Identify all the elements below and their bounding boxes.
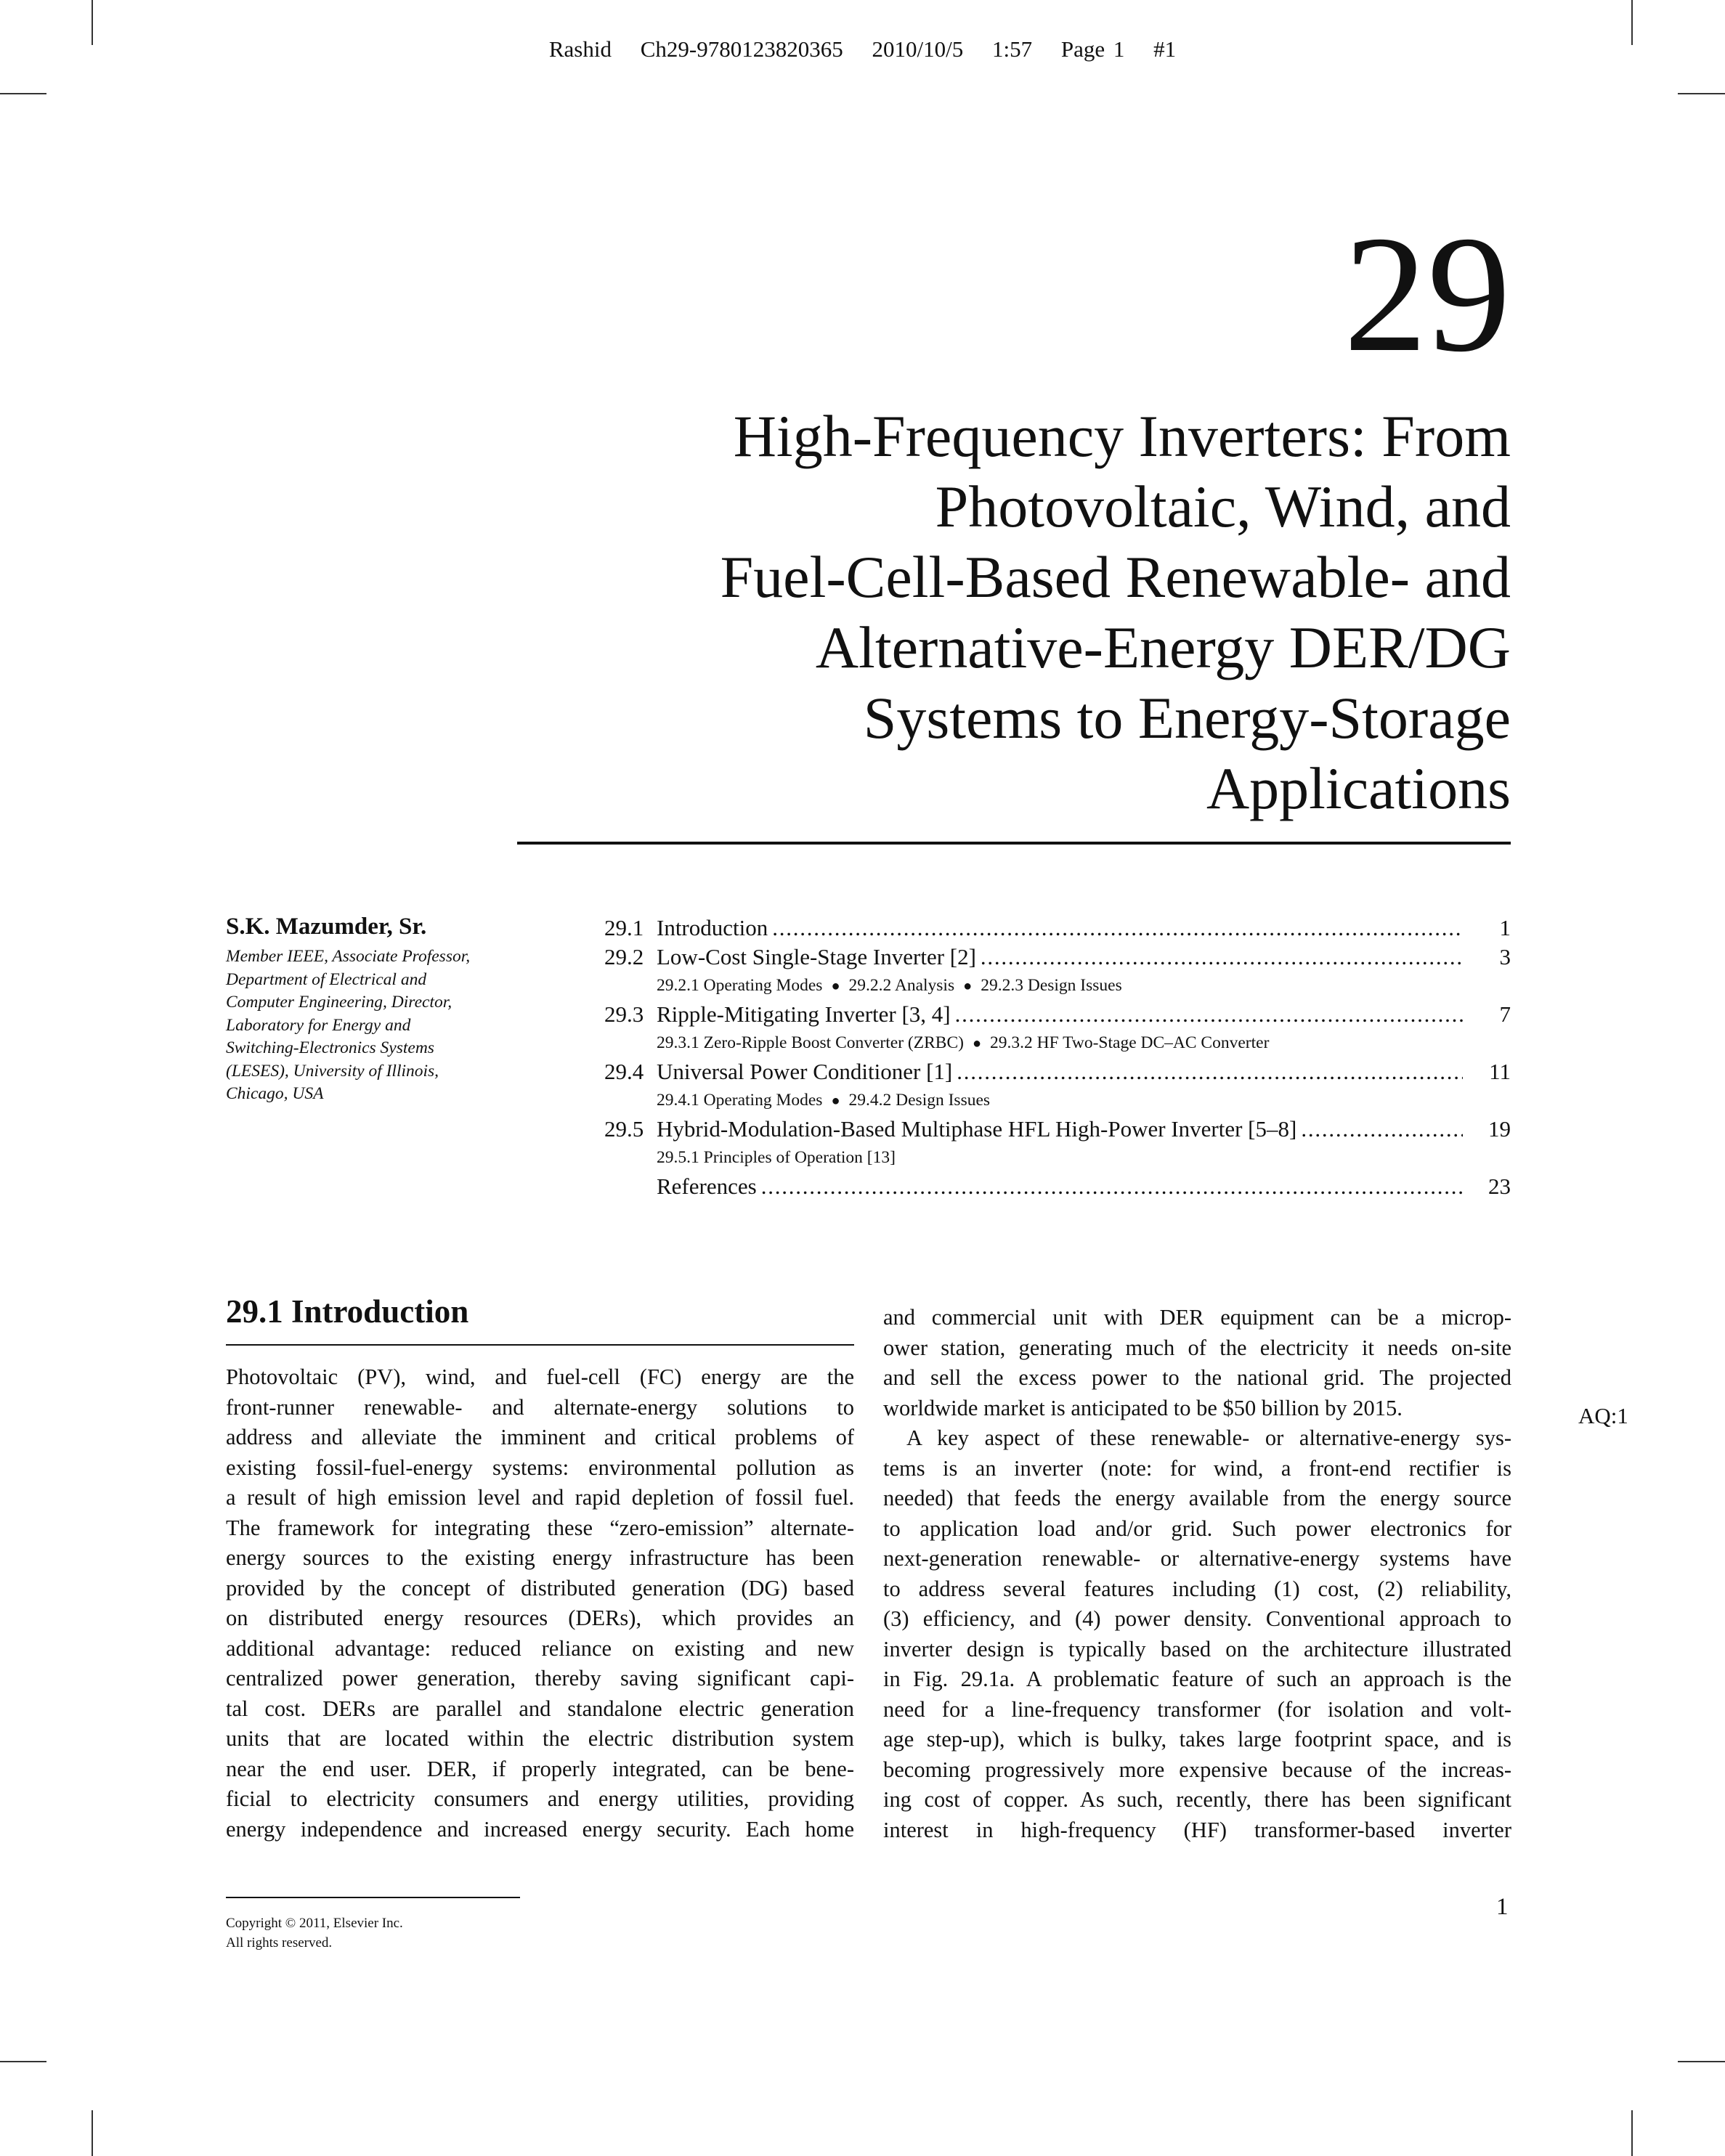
crop-mark xyxy=(92,2110,93,2156)
toc-entry-29-2[interactable] xyxy=(604,943,1511,972)
toc-number: 29.4 xyxy=(604,1059,644,1084)
bullet-icon: ● xyxy=(831,1093,840,1109)
toc-leader xyxy=(1301,1115,1463,1144)
toc-subentry[interactable]: 29.2.1 Operating Modes xyxy=(657,976,823,995)
toc-label: Ripple-Mitigating Inverter [3, 4] xyxy=(657,1001,951,1027)
crop-mark xyxy=(1631,2110,1633,2156)
affiliation-line: (LESES), University of Illinois, xyxy=(226,1061,439,1081)
body-line: to address several features including (1) cost, (2) reliability, xyxy=(883,1576,1511,1601)
toc-page: 3 xyxy=(1499,944,1511,969)
header-chapter-id: Ch29-9780123820365 xyxy=(640,36,843,62)
running-header xyxy=(0,36,1725,62)
body-line: and sell the excess power to the national grid. The projected xyxy=(883,1365,1511,1390)
toc-page: 1 xyxy=(1499,915,1511,940)
toc-subentry[interactable]: 29.5.1 Principles of Operation [13] xyxy=(657,1148,896,1167)
section-rule xyxy=(226,1344,854,1346)
toc-label: Hybrid-Modulation-Based Multiphase HFL High-Power Inverter [5–8] xyxy=(657,1116,1297,1142)
body-line: need for a line-frequency transformer (for isolation and volt- xyxy=(883,1696,1511,1722)
affiliation-line: Department of Electrical and xyxy=(226,969,427,989)
header-page: Page 1 xyxy=(1060,36,1125,62)
toc-number: 29.3 xyxy=(604,1001,644,1027)
toc-label: References xyxy=(657,1173,757,1199)
chapter-title-line: Alternative-Energy DER/DG xyxy=(815,614,1511,680)
body-line: next-generation renewable- or alternative-energy systems have xyxy=(883,1546,1511,1571)
toc-label: Universal Power Conditioner [1] xyxy=(657,1059,953,1084)
chapter-title-line: Applications xyxy=(1206,755,1511,821)
toc-leader xyxy=(981,943,1463,972)
author-query-marker[interactable]: AQ:1 xyxy=(1578,1403,1628,1428)
crop-mark xyxy=(0,2061,46,2062)
body-line: (3) efficiency, and (4) power density. Conventional approach to xyxy=(883,1606,1511,1631)
crop-mark xyxy=(1678,93,1725,94)
toc-entry-29-4[interactable] xyxy=(604,1057,1511,1086)
header-date: 2010/10/5 xyxy=(872,36,964,62)
crop-mark xyxy=(1678,2061,1725,2062)
copyright-notice xyxy=(226,1913,403,1953)
body-line: Photovoltaic (PV), wind, and fuel-cell (FC) energy are the xyxy=(226,1364,854,1389)
body-line: and commercial unit with DER equipment can be a microp- xyxy=(883,1305,1511,1330)
bullet-icon: ● xyxy=(831,978,840,994)
body-line: address and alleviate the imminent and critical problems of xyxy=(226,1425,854,1449)
chapter-title-line: Fuel-Cell-Based Renewable- and xyxy=(720,544,1511,610)
copyright-line: All rights reserved. xyxy=(226,1935,333,1950)
toc-page: 11 xyxy=(1489,1059,1511,1084)
body-line: worldwide market is anticipated to be $50 billion by 2015. xyxy=(883,1395,1403,1420)
body-line: units that are located within the electric distribution system xyxy=(226,1726,854,1751)
body-line: a result of high emission level and rapid depletion of fossil fuel. xyxy=(226,1485,854,1510)
body-line: ing cost of copper. As such, recently, there has been significant xyxy=(883,1787,1511,1812)
affiliation-line: Chicago, USA xyxy=(226,1084,324,1103)
header-time: 1:57 xyxy=(991,36,1033,62)
body-line: in Fig. 29.1a. A problematic feature of such an approach is the xyxy=(883,1667,1511,1691)
chapter-title-line: High-Frequency Inverters: From xyxy=(733,403,1511,469)
body-line: centralized power generation, thereby saving significant capi- xyxy=(226,1666,854,1691)
toc-number: 29.1 xyxy=(604,915,644,940)
body-line: energy sources to the existing energy infrastructure has been xyxy=(226,1545,854,1570)
chapter-title xyxy=(421,401,1511,823)
footnote-rule xyxy=(226,1897,520,1898)
toc-subentry[interactable]: 29.3.2 HF Two-Stage DC–AC Converter xyxy=(990,1033,1270,1052)
toc-entry-29-3[interactable] xyxy=(604,1000,1511,1029)
body-line: A key aspect of these renewable- or alternative-energy sys- xyxy=(906,1425,1511,1450)
author-affiliation xyxy=(226,945,531,1106)
toc-page: 19 xyxy=(1488,1116,1511,1142)
body-line: near the end user. DER, if properly integrated, can be bene- xyxy=(226,1756,854,1781)
header-seq: #1 xyxy=(1153,36,1177,62)
body-line: inverter design is typically based on the architecture illustrated xyxy=(883,1636,1511,1661)
body-line: ficial to electricity consumers and energy utilities, providing xyxy=(226,1786,854,1811)
toc-entry-29-5[interactable] xyxy=(604,1115,1511,1144)
bullet-icon: ● xyxy=(963,978,973,994)
affiliation-line: Switching-Electronics Systems xyxy=(226,1038,434,1057)
header-author: Rashid xyxy=(548,36,612,62)
chapter-toc xyxy=(604,914,1511,1201)
toc-subentry[interactable]: 29.2.3 Design Issues xyxy=(981,976,1122,995)
toc-leader xyxy=(772,914,1463,943)
toc-subentries xyxy=(604,972,1511,1000)
toc-leader xyxy=(957,1057,1463,1086)
chapter-title-line: Photovoltaic, Wind, and xyxy=(935,473,1511,540)
toc-page: 23 xyxy=(1488,1173,1511,1199)
title-rule xyxy=(517,842,1511,845)
chapter-title-line: Systems to Energy-Storage xyxy=(863,685,1511,751)
body-line: additional advantage: reduced reliance on existing and new xyxy=(226,1635,854,1661)
author-name: S.K. Mazumder, Sr. xyxy=(226,914,427,940)
body-line: becoming progressively more expensive because of the increas- xyxy=(883,1757,1511,1782)
toc-number: 29.5 xyxy=(604,1116,644,1142)
toc-subentry[interactable]: 29.4.2 Design Issues xyxy=(848,1091,991,1110)
body-line: ower station, generating much of the electricity it needs on-site xyxy=(883,1335,1511,1360)
toc-subentry[interactable]: 29.4.1 Operating Modes xyxy=(657,1091,823,1110)
toc-subentries xyxy=(604,1144,1511,1172)
toc-entry-29-1[interactable] xyxy=(604,914,1511,943)
toc-number: 29.2 xyxy=(604,944,644,969)
body-line: The framework for integrating these “zero-emission” alternate- xyxy=(226,1515,854,1540)
affiliation-line: Computer Engineering, Director, xyxy=(226,993,452,1012)
toc-leader xyxy=(761,1172,1463,1201)
chapter-number: 29 xyxy=(1344,201,1511,386)
body-line: front-runner renewable- and alternate-energy solutions to xyxy=(226,1394,854,1420)
body-line: on distributed energy resources (DERs), which provides an xyxy=(226,1606,854,1630)
body-line: to application load and/or grid. Such power electronics for xyxy=(883,1516,1511,1541)
crop-mark xyxy=(0,93,46,94)
body-line: energy independence and increased energy security. Each home xyxy=(226,1816,854,1842)
copyright-line: Copyright © 2011, Elsevier Inc. xyxy=(226,1916,403,1931)
toc-subentry[interactable]: 29.2.2 Analysis xyxy=(848,976,955,995)
toc-subentries xyxy=(604,1086,1511,1115)
toc-page: 7 xyxy=(1499,1001,1511,1027)
toc-label: Low-Cost Single-Stage Inverter [2] xyxy=(657,944,976,969)
body-line: provided by the concept of distributed generation (DG) based xyxy=(226,1575,854,1600)
toc-entry-references[interactable] xyxy=(604,1172,1511,1201)
body-line: existing fossil-fuel-energy systems: environmental pollution as xyxy=(226,1455,854,1480)
body-line: interest in high-frequency (HF) transformer-based inverter xyxy=(883,1817,1511,1842)
page-number: 1 xyxy=(1496,1894,1509,1920)
section-heading: 29.1 Introduction xyxy=(226,1293,469,1330)
body-column-right xyxy=(883,1303,1511,1845)
body-line: needed) that feeds the energy available from the energy source xyxy=(883,1486,1511,1510)
toc-leader xyxy=(955,1000,1463,1029)
toc-subentry[interactable]: 29.3.1 Zero-Ripple Boost Converter (ZRBC) xyxy=(657,1033,964,1052)
toc-subentries xyxy=(604,1029,1511,1057)
bullet-icon: ● xyxy=(972,1036,982,1051)
affiliation-line: Laboratory for Energy and xyxy=(226,1015,411,1035)
toc-label: Introduction xyxy=(657,915,768,940)
body-line: age step-up), which is bulky, takes large footprint space, and is xyxy=(883,1727,1511,1752)
affiliation-line: Member IEEE, Associate Professor, xyxy=(226,947,471,966)
body-column-left xyxy=(226,1362,854,1844)
body-line: tems is an inverter (note: for wind, a front-end rectifier is xyxy=(883,1455,1511,1481)
body-line: tal cost. DERs are parallel and standalone electric generation xyxy=(226,1696,854,1721)
